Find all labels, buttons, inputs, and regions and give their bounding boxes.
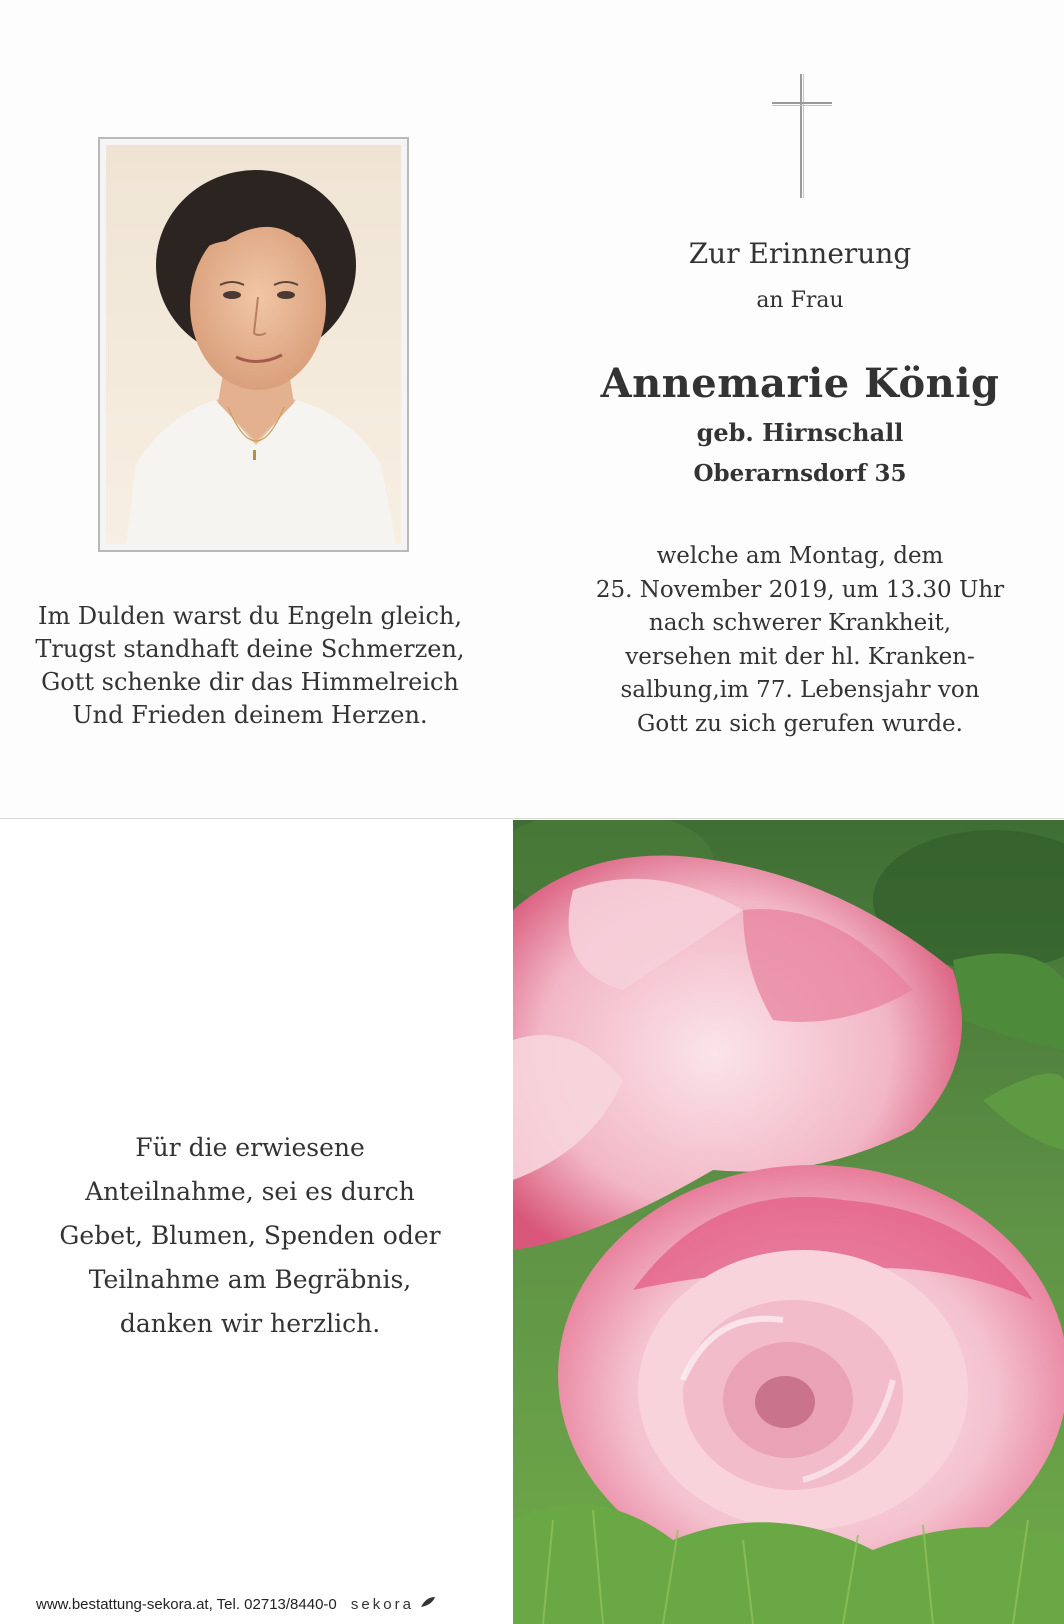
intro-line: Zur Erinnerung: [688, 237, 912, 270]
thanks-line: danken wir herzlich.: [119, 1309, 381, 1338]
notice-line: nach schwerer Krankheit,: [648, 610, 952, 636]
notice-line: 25. November 2019, um 13.30 Uhr: [595, 576, 1005, 603]
thanks-line: Anteilnahme, sei es durch: [85, 1177, 415, 1206]
rose-photo: [513, 820, 1064, 1624]
notice-line: Gott zu sich gerufen wurde.: [637, 710, 963, 737]
death-notice: [560, 540, 1040, 741]
intro: [560, 236, 1040, 316]
notice-line: welche am Montag, dem: [656, 543, 944, 569]
brand-logo: sekora: [350, 1596, 414, 1613]
portrait-photo: [106, 145, 401, 544]
address: Oberarnsdorf 35: [693, 460, 907, 487]
thanks-line: Teilnahme am Begräbnis,: [88, 1265, 412, 1294]
poem: [30, 600, 470, 732]
poem-line: Im Dulden warst du Engeln gleich,: [37, 602, 462, 630]
thanks-text: [30, 1126, 470, 1346]
maiden-name: geb. Hirnschall: [696, 418, 904, 447]
footer: [36, 1596, 436, 1613]
notice-line: salbung,im 77. Lebensjahr von: [620, 677, 980, 703]
deceased-name: Annemarie König: [600, 360, 1000, 407]
intro-line: an Frau: [756, 288, 844, 313]
fold-line: [0, 818, 1064, 819]
thanks-line: Gebet, Blumen, Spenden oder: [59, 1221, 441, 1250]
notice-line: versehen mit der hl. Kranken-: [625, 643, 975, 670]
cross-icon: [770, 72, 834, 200]
poem-line: Gott schenke dir das Himmelreich: [41, 668, 459, 696]
poem-line: Und Frieden deinem Herzen.: [72, 701, 428, 729]
thanks-line: Für die erwiesene: [135, 1133, 365, 1162]
leaf-icon: [420, 1596, 436, 1608]
footer-contact: www.bestattung-sekora.at, Tel. 02713/8440-0: [36, 1596, 337, 1613]
portrait-frame: [98, 137, 409, 552]
poem-line: Trugst standhaft deine Schmerzen,: [35, 635, 465, 663]
